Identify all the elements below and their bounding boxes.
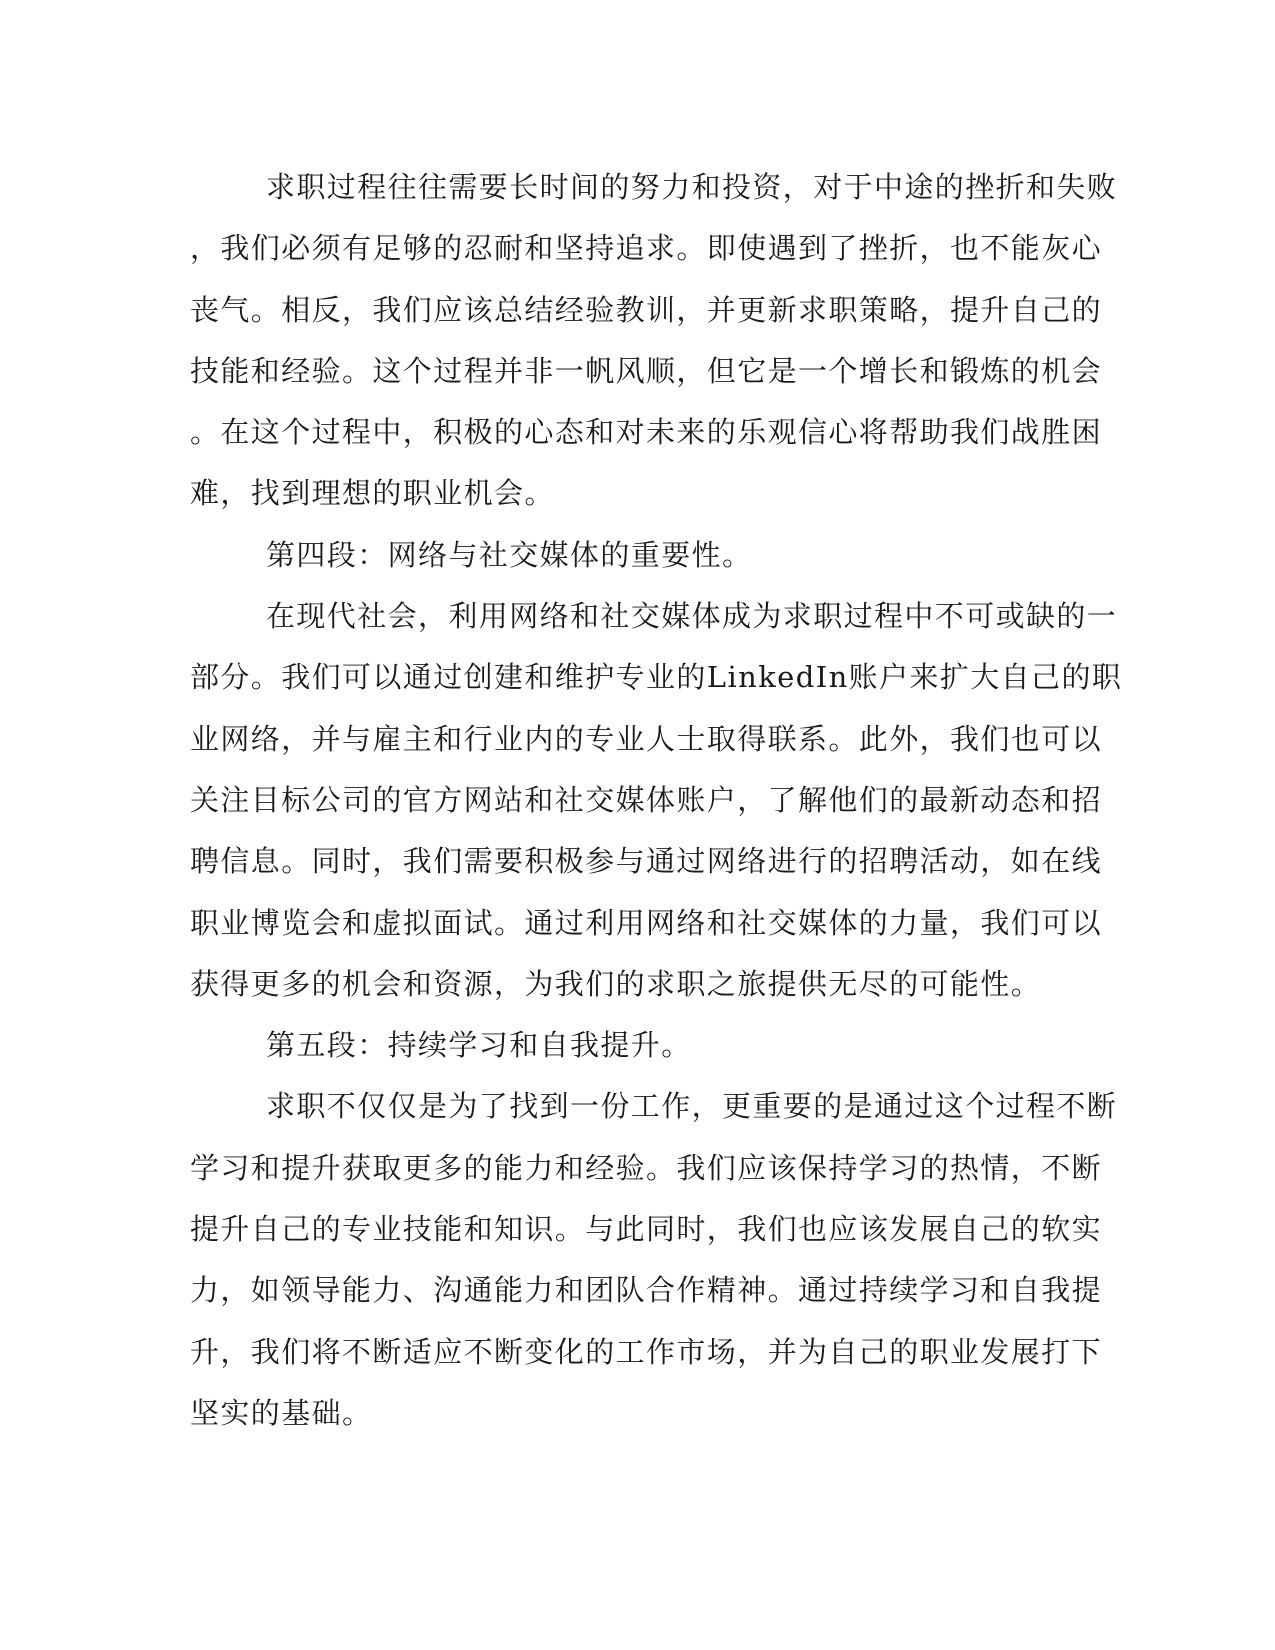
text-line: 求职过程往往需要长时间的努力和投资，对于中途的挫折和失败	[266, 170, 1118, 204]
text-line: 技能和经验。这个过程并非一帆风顺，但它是一个增长和锻炼的机会	[190, 353, 1103, 388]
text-line: 丧气。相反，我们应该总结经验教训，并更新求职策略，提升自己的	[190, 292, 1103, 327]
text-line: 业网络，并与雇主和行业内的专业人士取得联系。此外，我们也可以	[190, 721, 1103, 756]
paragraph	[190, 1076, 1118, 1444]
heading-line: 第四段：网络与社交媒体的重要性。	[266, 537, 753, 572]
text-line: 关注目标公司的官方网站和社交媒体账户，了解他们的最新动态和招	[190, 782, 1103, 817]
text-line: 获得更多的机会和资源，为我们的求职之旅提供无尽的可能性。	[190, 966, 1042, 1001]
text-line: 部分。我们可以通过创建和维护专业的LinkedIn账户来扩大自己的职	[190, 660, 1123, 695]
section-heading	[190, 1015, 1090, 1076]
heading-line: 第五段：持续学习和自我提升。	[266, 1028, 692, 1063]
text-line: 在现代社会，利用网络和社交媒体成为求职过程中不可或缺的一	[266, 599, 1118, 634]
text-line: 升，我们将不断适应不断变化的工作市场，并为自己的职业发展打下	[190, 1334, 1103, 1369]
paragraph	[190, 586, 1123, 1015]
text-line: 坚实的基础。	[190, 1395, 373, 1430]
document-body	[190, 157, 1123, 1444]
text-line: 聘信息。同时，我们需要积极参与通过网络进行的招聘活动，如在线	[190, 844, 1103, 879]
text-line: ，我们必须有足够的忍耐和坚持追求。即使遇到了挫折，也不能灰心	[190, 231, 1103, 266]
text-line: 力，如领导能力、沟通能力和团队合作精神。通过持续学习和自我提	[190, 1273, 1103, 1308]
text-line: 学习和提升获取更多的能力和经验。我们应该保持学习的热情，不断	[190, 1150, 1103, 1185]
text-line: 职业博览会和虚拟面试。通过利用网络和社交媒体的力量，我们可以	[190, 905, 1103, 940]
text-line: 难，找到理想的职业机会。	[190, 476, 555, 511]
paragraph	[190, 157, 1118, 525]
text-line: 。在这个过程中，积极的心态和对未来的乐观信心将帮助我们战胜困	[190, 415, 1103, 450]
section-heading	[190, 525, 1090, 586]
text-line: 提升自己的专业技能和知识。与此同时，我们也应该发展自己的软实	[190, 1212, 1103, 1247]
text-line: 求职不仅仅是为了找到一份工作，更重要的是通过这个过程不断	[266, 1089, 1118, 1124]
